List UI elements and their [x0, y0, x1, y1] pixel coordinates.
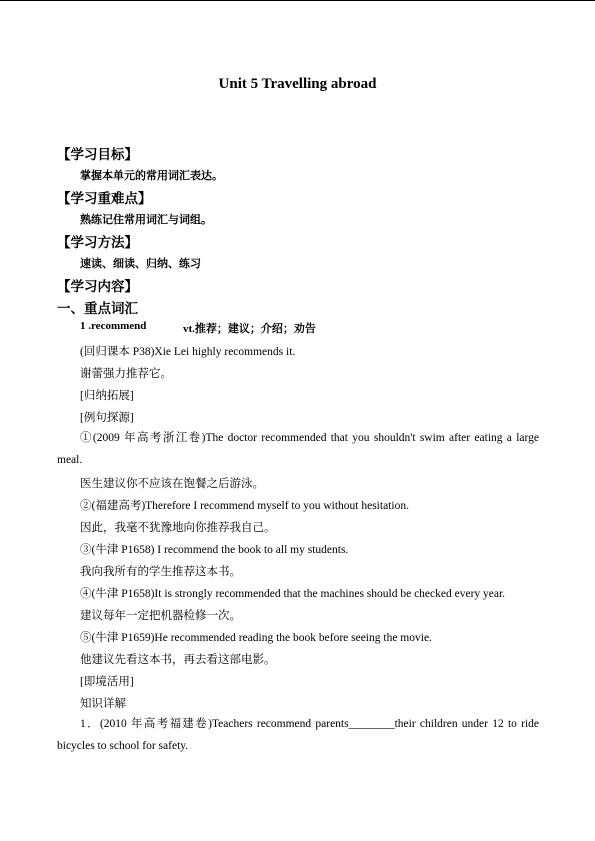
- question-1: 1．(2010 年高考福建卷)Teachers recommend parents________their children under 12 to ride bicycles to school for safety.: [57, 718, 539, 752]
- textbook-sentence-en: (回归课本 P38)Xie Lei highly recommends it.: [80, 346, 296, 358]
- example-4-zh: 建议每年一定把机器检修一次。: [80, 610, 241, 622]
- vocab-meaning: vt.推荐；建议；介绍；劝告: [183, 323, 316, 335]
- top-rule: [0, 0, 595, 1]
- example-5-en: ⑤(牛津 P1659)He recommended reading the book before seeing the movie.: [80, 632, 432, 644]
- example-4-en: ④(牛津 P1658)It is strongly recommended that the machines should be checked every year.: [80, 588, 506, 600]
- vocab-word: 1 .recommend: [80, 320, 147, 332]
- examples-label: [例句探源]: [80, 412, 134, 424]
- method-heading: 【学习方法】: [57, 235, 138, 250]
- method-text: 速读、细读、归纳、练习: [80, 258, 201, 270]
- example-2-zh: 因此，我毫不犹豫地向你推荐我自己。: [80, 522, 276, 534]
- example-1-zh: 医生建议你不应该在饱餐之后游泳。: [80, 478, 264, 490]
- example-5-zh: 他建议先看这本书，再去看这部电影。: [80, 654, 276, 666]
- key-text: 熟练记住常用词汇与词组。: [80, 214, 212, 226]
- practice-label: [即境活用]: [80, 676, 134, 688]
- example-3-en: ③(牛津 P1658) I recommend the book to all my students.: [80, 544, 349, 556]
- content-heading: 【学习内容】: [57, 279, 138, 294]
- example-1-en: ①(2009 年高考浙江卷)The doctor recommended that you shouldn't swim after eating a large meal.: [57, 432, 539, 466]
- vocab-heading: 一、重点词汇: [57, 301, 138, 316]
- page-title: Unit 5 Travelling abroad: [218, 76, 377, 92]
- key-heading: 【学习重难点】: [57, 191, 152, 206]
- example-3-zh: 我向我所有的学生推荐这本书。: [80, 566, 241, 578]
- example-2-en: ②(福建高考)Therefore I recommend myself to you without hesitation.: [80, 500, 409, 512]
- goal-heading: 【学习目标】: [57, 147, 138, 162]
- goal-text: 掌握本单元的常用词汇表达。: [80, 170, 223, 182]
- expand-label: [归纳拓展]: [80, 390, 134, 402]
- knowledge-label: 知识详解: [80, 698, 126, 710]
- textbook-sentence-zh: 谢蕾强力推荐它。: [80, 368, 172, 380]
